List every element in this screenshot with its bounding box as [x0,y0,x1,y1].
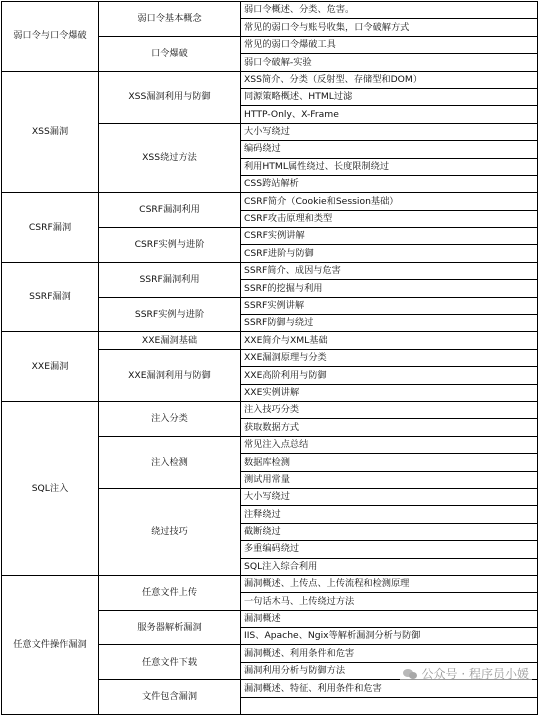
detail-cell: 漏洞概述、利用条件和危害 [241,645,538,662]
detail-cell: 编码绕过 [241,141,538,158]
detail-cell: SSRF防御与绕过 [241,315,538,332]
table-row [2,401,538,418]
topic-cell: 任意文件下载 [99,645,241,680]
detail-cell: XXE漏洞原理与分类 [241,349,538,366]
detail-cell: SSRF实例讲解 [241,297,538,314]
category-cell: SQL注入 [2,401,99,575]
topic-cell: XXE漏洞基础 [99,332,241,349]
topic-cell: 口令爆破 [99,36,241,71]
topic-cell: 任意文件上传 [99,575,241,610]
detail-cell: 多重编码绕过 [241,541,538,558]
topic-cell: 弱口令基本概念 [99,2,241,37]
detail-cell: 漏洞概述、特征、利用条件和危害 [241,680,538,697]
detail-cell: 注释绕过 [241,506,538,523]
detail-cell: CSRF进阶与防御 [241,245,538,262]
detail-cell: 测试用常量 [241,471,538,488]
detail-cell: XXE实例讲解 [241,384,538,401]
table-row [2,71,538,88]
wechat-icon [403,668,418,680]
topic-cell: 绕过技巧 [99,488,241,575]
watermark-text: 公众号 · 程序员小媛 [421,667,529,681]
detail-cell: CSS跨站解析 [241,175,538,192]
outline-body [2,2,538,715]
category-cell: XSS漏洞 [2,71,99,193]
topic-cell: XSS绕过方法 [99,123,241,193]
topic-cell: 注入分类 [99,401,241,436]
detail-cell: XSS简介、分类（反射型、存储型和DOM） [241,71,538,88]
category-cell: XXE漏洞 [2,332,99,402]
table-row [2,575,538,592]
detail-cell: 大小写绕过 [241,123,538,140]
table-row [2,332,538,349]
detail-cell: 获取数据方式 [241,419,538,436]
detail-cell: 常见注入点总结 [241,436,538,453]
topic-cell: SSRF实例与进阶 [99,297,241,332]
detail-cell: 注入技巧分类 [241,401,538,418]
category-cell: 任意文件操作漏洞 [2,575,99,714]
detail-cell: XXE高阶利用与防御 [241,367,538,384]
detail-cell: 常见的弱口令爆破工具 [241,36,538,53]
detail-cell: SSRF简介、成因与危害 [241,262,538,279]
detail-cell: SQL注入综合利用 [241,558,538,575]
topic-cell: 注入检测 [99,436,241,488]
detail-cell: SSRF的挖掘与利用 [241,280,538,297]
detail-cell: CSRF简介（Cookie和Session基础） [241,193,538,210]
detail-cell: XXE简介与XML基础 [241,332,538,349]
table-row [2,193,538,210]
course-outline-table [1,1,538,715]
topic-cell: XSS漏洞利用与防御 [99,71,241,123]
detail-cell: 弱口令破解-实验 [241,54,538,71]
detail-cell: CSRF攻击原理和类型 [241,210,538,227]
category-cell: 弱口令与口令爆破 [2,2,99,72]
table-row [2,2,538,19]
detail-cell: 弱口令概述、分类、危害。 [241,2,538,19]
category-cell: CSRF漏洞 [2,193,99,263]
detail-cell: 漏洞利用分析与防御方法 [241,662,538,679]
category-cell: SSRF漏洞 [2,262,99,332]
topic-cell: 服务器解析漏洞 [99,610,241,645]
detail-cell: HTTP-Only、X-Frame [241,106,538,123]
detail-cell: 数据库检测 [241,454,538,471]
topic-cell: XXE漏洞利用与防御 [99,349,241,401]
detail-cell: 漏洞概述 [241,610,538,627]
detail-cell: 截断绕过 [241,523,538,540]
detail-cell: 一句话木马、上传绕过方法 [241,593,538,610]
detail-cell: 利用HTML属性绕过、长度限制绕过 [241,158,538,175]
topic-cell: 文件包含漏洞 [99,680,241,715]
detail-cell: CSRF实例讲解 [241,228,538,245]
table-row [2,262,538,279]
detail-cell: 漏洞概述、上传点、上传流程和检测原理 [241,575,538,592]
detail-cell: 大小写绕过 [241,488,538,505]
detail-cell: 常见的弱口令与账号收集，口令破解方式 [241,19,538,36]
topic-cell: CSRF漏洞利用 [99,193,241,228]
detail-cell [241,697,538,714]
topic-cell: SSRF漏洞利用 [99,262,241,297]
topic-cell: CSRF实例与进阶 [99,228,241,263]
detail-cell: IIS、Apache、Ngix等解析漏洞分析与防御 [241,628,538,645]
detail-cell: 同源策略概述、HTML过滤 [241,88,538,105]
watermark [400,664,532,683]
